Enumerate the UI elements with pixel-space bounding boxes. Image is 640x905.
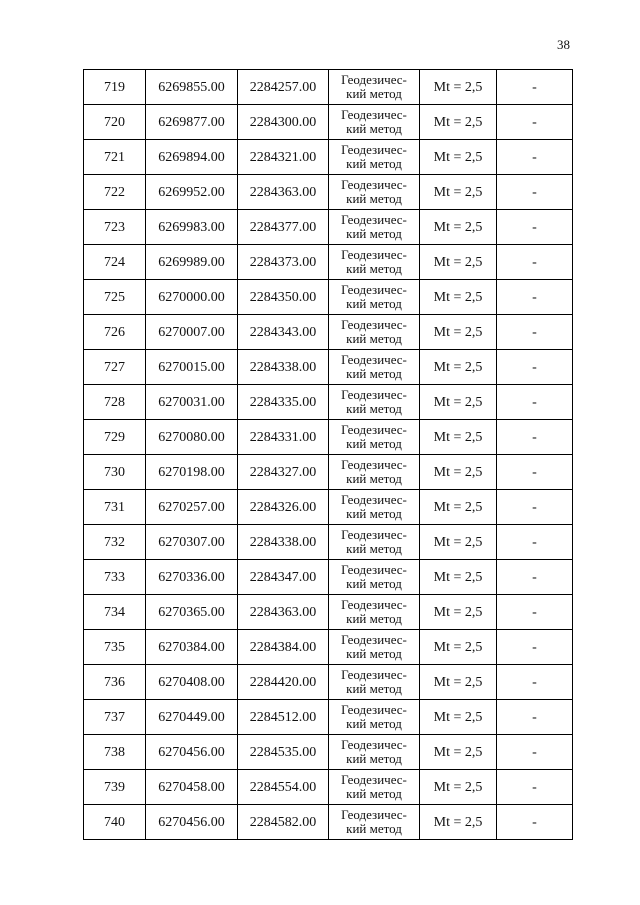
x-coordinate-cell: 6270007.00 bbox=[146, 315, 238, 350]
point-number-cell: 730 bbox=[84, 455, 146, 490]
accuracy-cell: Mt = 2,5 bbox=[420, 700, 497, 735]
point-number-cell: 723 bbox=[84, 210, 146, 245]
point-number-cell: 734 bbox=[84, 595, 146, 630]
method-cell bbox=[329, 700, 420, 735]
x-coordinate-cell: 6270307.00 bbox=[146, 525, 238, 560]
note-cell: - bbox=[497, 70, 573, 105]
x-coordinate-cell: 6270015.00 bbox=[146, 350, 238, 385]
note-cell: - bbox=[497, 560, 573, 595]
method-line-2: кий метод bbox=[346, 646, 402, 661]
method-line-1: Геодезичес- bbox=[341, 807, 407, 822]
table-row bbox=[84, 210, 573, 245]
method-cell bbox=[329, 140, 420, 175]
page-number: 38 bbox=[557, 37, 570, 52]
point-number-cell: 722 bbox=[84, 175, 146, 210]
y-coordinate-cell: 2284420.00 bbox=[238, 665, 329, 700]
note-cell: - bbox=[497, 245, 573, 280]
method-line-2: кий метод bbox=[346, 261, 402, 276]
accuracy-cell: Mt = 2,5 bbox=[420, 70, 497, 105]
y-coordinate-cell: 2284363.00 bbox=[238, 175, 329, 210]
method-cell bbox=[329, 350, 420, 385]
x-coordinate-cell: 6270458.00 bbox=[146, 770, 238, 805]
method-cell bbox=[329, 490, 420, 525]
note-cell: - bbox=[497, 420, 573, 455]
note-cell: - bbox=[497, 525, 573, 560]
x-coordinate-cell: 6270456.00 bbox=[146, 805, 238, 840]
x-coordinate-cell: 6270449.00 bbox=[146, 700, 238, 735]
note-cell: - bbox=[497, 700, 573, 735]
x-coordinate-cell: 6270384.00 bbox=[146, 630, 238, 665]
method-line-1: Геодезичес- bbox=[341, 212, 407, 227]
note-cell: - bbox=[497, 280, 573, 315]
table-row bbox=[84, 105, 573, 140]
method-line-1: Геодезичес- bbox=[341, 457, 407, 472]
method-cell bbox=[329, 105, 420, 140]
accuracy-cell: Mt = 2,5 bbox=[420, 665, 497, 700]
table-row bbox=[84, 455, 573, 490]
y-coordinate-cell: 2284327.00 bbox=[238, 455, 329, 490]
x-coordinate-cell: 6270456.00 bbox=[146, 735, 238, 770]
method-cell bbox=[329, 630, 420, 665]
table-row bbox=[84, 350, 573, 385]
note-cell: - bbox=[497, 630, 573, 665]
method-line-1: Геодезичес- bbox=[341, 387, 407, 402]
x-coordinate-cell: 6269989.00 bbox=[146, 245, 238, 280]
accuracy-cell: Mt = 2,5 bbox=[420, 175, 497, 210]
point-number-cell: 737 bbox=[84, 700, 146, 735]
accuracy-cell: Mt = 2,5 bbox=[420, 490, 497, 525]
method-line-1: Геодезичес- bbox=[341, 597, 407, 612]
method-line-2: кий метод bbox=[346, 121, 402, 136]
accuracy-cell: Mt = 2,5 bbox=[420, 315, 497, 350]
method-line-2: кий метод bbox=[346, 751, 402, 766]
table-row bbox=[84, 665, 573, 700]
method-cell bbox=[329, 175, 420, 210]
table-row bbox=[84, 525, 573, 560]
note-cell: - bbox=[497, 315, 573, 350]
table-row bbox=[84, 595, 573, 630]
y-coordinate-cell: 2284512.00 bbox=[238, 700, 329, 735]
method-line-1: Геодезичес- bbox=[341, 492, 407, 507]
y-coordinate-cell: 2284335.00 bbox=[238, 385, 329, 420]
note-cell: - bbox=[497, 595, 573, 630]
method-cell bbox=[329, 245, 420, 280]
note-cell: - bbox=[497, 210, 573, 245]
table-row bbox=[84, 805, 573, 840]
accuracy-cell: Mt = 2,5 bbox=[420, 280, 497, 315]
point-number-cell: 736 bbox=[84, 665, 146, 700]
method-line-2: кий метод bbox=[346, 191, 402, 206]
y-coordinate-cell: 2284384.00 bbox=[238, 630, 329, 665]
table-row bbox=[84, 630, 573, 665]
table-row bbox=[84, 490, 573, 525]
method-line-2: кий метод bbox=[346, 541, 402, 556]
method-line-2: кий метод bbox=[346, 401, 402, 416]
y-coordinate-cell: 2284535.00 bbox=[238, 735, 329, 770]
method-line-1: Геодезичес- bbox=[341, 282, 407, 297]
y-coordinate-cell: 2284338.00 bbox=[238, 350, 329, 385]
method-line-2: кий метод bbox=[346, 611, 402, 626]
method-line-1: Геодезичес- bbox=[341, 702, 407, 717]
note-cell: - bbox=[497, 665, 573, 700]
x-coordinate-cell: 6270031.00 bbox=[146, 385, 238, 420]
note-cell: - bbox=[497, 770, 573, 805]
method-cell bbox=[329, 385, 420, 420]
point-number-cell: 724 bbox=[84, 245, 146, 280]
note-cell: - bbox=[497, 175, 573, 210]
y-coordinate-cell: 2284257.00 bbox=[238, 70, 329, 105]
method-cell bbox=[329, 595, 420, 630]
table-row bbox=[84, 770, 573, 805]
x-coordinate-cell: 6270336.00 bbox=[146, 560, 238, 595]
accuracy-cell: Mt = 2,5 bbox=[420, 595, 497, 630]
table-row bbox=[84, 385, 573, 420]
method-line-2: кий метод bbox=[346, 576, 402, 591]
point-number-cell: 738 bbox=[84, 735, 146, 770]
method-line-2: кий метод bbox=[346, 786, 402, 801]
x-coordinate-cell: 6270080.00 bbox=[146, 420, 238, 455]
method-line-2: кий метод bbox=[346, 86, 402, 101]
x-coordinate-cell: 6269877.00 bbox=[146, 105, 238, 140]
method-line-2: кий метод bbox=[346, 681, 402, 696]
note-cell: - bbox=[497, 735, 573, 770]
method-line-1: Геодезичес- bbox=[341, 632, 407, 647]
table-row bbox=[84, 420, 573, 455]
x-coordinate-cell: 6269952.00 bbox=[146, 175, 238, 210]
y-coordinate-cell: 2284350.00 bbox=[238, 280, 329, 315]
method-line-2: кий метод bbox=[346, 506, 402, 521]
point-number-cell: 735 bbox=[84, 630, 146, 665]
method-line-1: Геодезичес- bbox=[341, 142, 407, 157]
method-cell bbox=[329, 70, 420, 105]
note-cell: - bbox=[497, 140, 573, 175]
method-cell bbox=[329, 735, 420, 770]
x-coordinate-cell: 6269855.00 bbox=[146, 70, 238, 105]
accuracy-cell: Mt = 2,5 bbox=[420, 735, 497, 770]
method-line-1: Геодезичес- bbox=[341, 772, 407, 787]
y-coordinate-cell: 2284338.00 bbox=[238, 525, 329, 560]
accuracy-cell: Mt = 2,5 bbox=[420, 140, 497, 175]
accuracy-cell: Mt = 2,5 bbox=[420, 770, 497, 805]
coordinates-table-body bbox=[84, 70, 573, 840]
x-coordinate-cell: 6269983.00 bbox=[146, 210, 238, 245]
x-coordinate-cell: 6270257.00 bbox=[146, 490, 238, 525]
table-row bbox=[84, 245, 573, 280]
note-cell: - bbox=[497, 805, 573, 840]
accuracy-cell: Mt = 2,5 bbox=[420, 630, 497, 665]
method-line-1: Геодезичес- bbox=[341, 737, 407, 752]
method-cell bbox=[329, 280, 420, 315]
x-coordinate-cell: 6270365.00 bbox=[146, 595, 238, 630]
point-number-cell: 726 bbox=[84, 315, 146, 350]
method-cell bbox=[329, 525, 420, 560]
table-row bbox=[84, 735, 573, 770]
point-number-cell: 725 bbox=[84, 280, 146, 315]
table-row bbox=[84, 560, 573, 595]
method-line-2: кий метод bbox=[346, 436, 402, 451]
coordinates-table bbox=[83, 69, 573, 840]
y-coordinate-cell: 2284300.00 bbox=[238, 105, 329, 140]
table-row bbox=[84, 175, 573, 210]
method-line-2: кий метод bbox=[346, 296, 402, 311]
point-number-cell: 720 bbox=[84, 105, 146, 140]
accuracy-cell: Mt = 2,5 bbox=[420, 455, 497, 490]
y-coordinate-cell: 2284582.00 bbox=[238, 805, 329, 840]
method-line-1: Геодезичес- bbox=[341, 72, 407, 87]
accuracy-cell: Mt = 2,5 bbox=[420, 420, 497, 455]
method-line-1: Геодезичес- bbox=[341, 107, 407, 122]
y-coordinate-cell: 2284373.00 bbox=[238, 245, 329, 280]
point-number-cell: 728 bbox=[84, 385, 146, 420]
table-row bbox=[84, 315, 573, 350]
method-line-2: кий метод bbox=[346, 716, 402, 731]
y-coordinate-cell: 2284331.00 bbox=[238, 420, 329, 455]
point-number-cell: 731 bbox=[84, 490, 146, 525]
y-coordinate-cell: 2284347.00 bbox=[238, 560, 329, 595]
method-line-2: кий метод bbox=[346, 226, 402, 241]
x-coordinate-cell: 6270198.00 bbox=[146, 455, 238, 490]
method-cell bbox=[329, 210, 420, 245]
x-coordinate-cell: 6270000.00 bbox=[146, 280, 238, 315]
method-line-1: Геодезичес- bbox=[341, 247, 407, 262]
x-coordinate-cell: 6269894.00 bbox=[146, 140, 238, 175]
method-line-1: Геодезичес- bbox=[341, 177, 407, 192]
method-cell bbox=[329, 315, 420, 350]
note-cell: - bbox=[497, 105, 573, 140]
method-line-1: Геодезичес- bbox=[341, 527, 407, 542]
method-cell bbox=[329, 665, 420, 700]
y-coordinate-cell: 2284343.00 bbox=[238, 315, 329, 350]
y-coordinate-cell: 2284554.00 bbox=[238, 770, 329, 805]
accuracy-cell: Mt = 2,5 bbox=[420, 350, 497, 385]
x-coordinate-cell: 6270408.00 bbox=[146, 665, 238, 700]
accuracy-cell: Mt = 2,5 bbox=[420, 805, 497, 840]
table-row bbox=[84, 70, 573, 105]
accuracy-cell: Mt = 2,5 bbox=[420, 525, 497, 560]
point-number-cell: 729 bbox=[84, 420, 146, 455]
table-row bbox=[84, 280, 573, 315]
method-cell bbox=[329, 420, 420, 455]
accuracy-cell: Mt = 2,5 bbox=[420, 245, 497, 280]
method-cell bbox=[329, 560, 420, 595]
accuracy-cell: Mt = 2,5 bbox=[420, 210, 497, 245]
note-cell: - bbox=[497, 385, 573, 420]
y-coordinate-cell: 2284326.00 bbox=[238, 490, 329, 525]
point-number-cell: 732 bbox=[84, 525, 146, 560]
y-coordinate-cell: 2284363.00 bbox=[238, 595, 329, 630]
note-cell: - bbox=[497, 455, 573, 490]
accuracy-cell: Mt = 2,5 bbox=[420, 105, 497, 140]
point-number-cell: 739 bbox=[84, 770, 146, 805]
method-cell bbox=[329, 455, 420, 490]
point-number-cell: 721 bbox=[84, 140, 146, 175]
point-number-cell: 733 bbox=[84, 560, 146, 595]
method-line-1: Геодезичес- bbox=[341, 317, 407, 332]
point-number-cell: 719 bbox=[84, 70, 146, 105]
accuracy-cell: Mt = 2,5 bbox=[420, 560, 497, 595]
method-line-1: Геодезичес- bbox=[341, 352, 407, 367]
y-coordinate-cell: 2284377.00 bbox=[238, 210, 329, 245]
method-line-1: Геодезичес- bbox=[341, 562, 407, 577]
method-line-1: Геодезичес- bbox=[341, 667, 407, 682]
y-coordinate-cell: 2284321.00 bbox=[238, 140, 329, 175]
note-cell: - bbox=[497, 490, 573, 525]
method-line-2: кий метод bbox=[346, 366, 402, 381]
table-row bbox=[84, 700, 573, 735]
accuracy-cell: Mt = 2,5 bbox=[420, 385, 497, 420]
table-row bbox=[84, 140, 573, 175]
method-line-1: Геодезичес- bbox=[341, 422, 407, 437]
method-cell bbox=[329, 770, 420, 805]
method-line-2: кий метод bbox=[346, 471, 402, 486]
note-cell: - bbox=[497, 350, 573, 385]
method-line-2: кий метод bbox=[346, 156, 402, 171]
method-line-2: кий метод bbox=[346, 331, 402, 346]
point-number-cell: 727 bbox=[84, 350, 146, 385]
point-number-cell: 740 bbox=[84, 805, 146, 840]
method-line-2: кий метод bbox=[346, 821, 402, 836]
method-cell bbox=[329, 805, 420, 840]
